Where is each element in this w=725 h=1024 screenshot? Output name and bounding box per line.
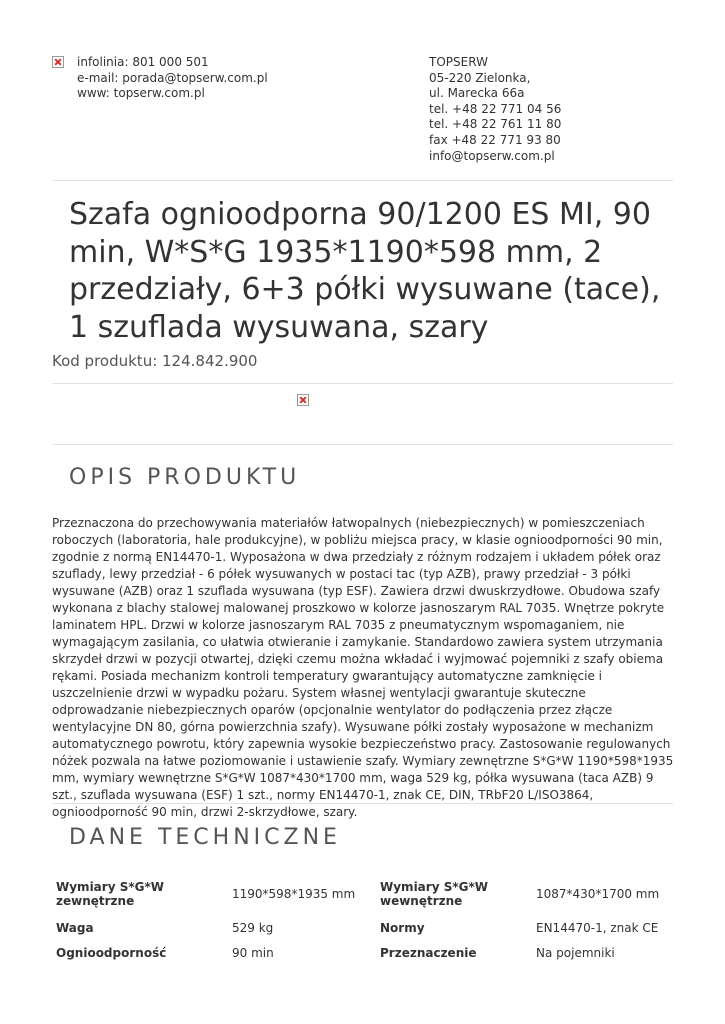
description-divider: [52, 803, 673, 804]
description-heading: OPIS PRODUKTU: [69, 465, 301, 490]
spec-value: 90 min: [232, 946, 274, 960]
spec-value: Na pojemniki: [536, 946, 615, 960]
spec-label: Waga: [56, 921, 94, 935]
product-image-broken-icon: [297, 394, 309, 406]
spec-label: Przeznaczenie: [380, 946, 477, 960]
logo-broken-image-icon: [52, 56, 64, 68]
table-row: [52, 916, 673, 940]
company-name: TOPSERW: [429, 55, 488, 69]
company-address: [429, 55, 561, 164]
product-code: Kod produktu: 124.842.900: [52, 352, 258, 370]
product-title: Szafa ognioodporna 90/1200 ES MI, 90 min, W*S*G 1935*1190*598 mm, 2 przedziały, 6+3 półki wysuwane (tace), 1 szuflada wysuwana, szary: [69, 197, 661, 345]
company-city: 05-220 Zielonka,: [429, 70, 531, 85]
table-row: [52, 872, 673, 916]
company-street: ul. Marecka 66a: [429, 86, 525, 101]
spec-value: 529 kg: [232, 921, 274, 935]
description-text: Przeznaczona do przechowywania materiałów łatwopalnych (niebezpiecznych) w pomieszczeniach roboczych (laboratoria, hale produkcyjne), w pobliżu miejsca pracy, w klasie ognioodporności 90 min, zgodnie z normą EN14470-1. Wyposażona w dwa przedziały z różnym rodzajem i układem półek oraz szuflady, lewy przedział - 6 półek wysuwanych w postaci tac (typ AZB), prawy przedział - 3 półki wysuwane (AZB) oraz 1 szuflada wysuwana (typ ESF). Zawiera drzwi dwuskrzydłowe. Obudowa szafy wykonana z blachy stalowej malowanej proszkowo w kolorze jasnoszarym RAL 7035. Wnętrze pokryte laminatem HPL. Drzwi w kolorze jasnoszarym RAL 7035 z pneumatycznym wspomaganiem, nie wymagającym zasilania, co ułatwia otwieranie i zamykanie. Standardowo zawiera system utrzymania skrzydeł drzwi w pozycji otwartej, dzięki czemu można wkładać i wyjmować pojemniki z szafy obiema rękami. Posiada mechanizm kontroli temperatury gwarantujący automatyczne zamknięcie i uszczelnienie drzwi w wypadku pożaru. System własnej wentylacji gwarantuje skuteczne odprowadzanie niebezpiecznych oparów (opcjonalnie wentylator do podłączenia przez złącze wentylacyjne DN 80, górna powierzchnia szafy). Wysuwane półki zostały wyposażone w mechanizm automatycznego powrotu, który zapewnia wysokie bezpieczeństwo pracy. Zastosowanie regulowanych nóżek pozwala na łatwe poziomowanie i ustawienie szafy. Wymiary zewnętrzne S*G*W 1190*598*1935 mm, wymiary wewnętrzne S*G*W 1087*430*1700 mm, waga 529 kg, półka wysuwana (taca AZB) 9 szt., szuflada wysuwana (ESF) 1 szt., normy EN14470-1, znak CE, DIN, TRbF20 L/ISO3864, ognioodporność 90 min, drzwi 2-skrzydłowe, szary.: [52, 516, 674, 819]
table-row: [52, 940, 673, 966]
website-text[interactable]: www: topserw.com.pl: [77, 86, 205, 101]
company-email[interactable]: info@topserw.com.pl: [429, 148, 555, 163]
email-text[interactable]: e-mail: porada@topserw.com.pl: [77, 70, 268, 85]
spec-label: Ognioodporność: [56, 946, 167, 960]
specs-table: [52, 872, 673, 966]
specs-heading: DANE TECHNICZNE: [69, 825, 341, 850]
spec-value: 1087*430*1700 mm: [536, 887, 660, 901]
spec-value: 1190*598*1935 mm: [232, 887, 356, 901]
spec-label: Wymiary S*G*W zewnętrzne: [56, 880, 164, 908]
company-phone-1: tel. +48 22 771 04 56: [429, 101, 562, 116]
header-divider: [52, 180, 673, 181]
image-divider: [52, 444, 673, 445]
spec-label: Wymiary S*G*W wewnętrzne: [380, 880, 488, 908]
spec-label: Normy: [380, 921, 425, 935]
contact-info: [77, 55, 268, 102]
title-divider: [52, 383, 673, 384]
company-fax: fax +48 22 771 93 80: [429, 132, 561, 147]
company-phone-2: tel. +48 22 761 11 80: [429, 117, 562, 132]
spec-value: EN14470-1, znak CE: [536, 921, 659, 935]
hotline-text: infolinia: 801 000 501: [77, 55, 209, 69]
